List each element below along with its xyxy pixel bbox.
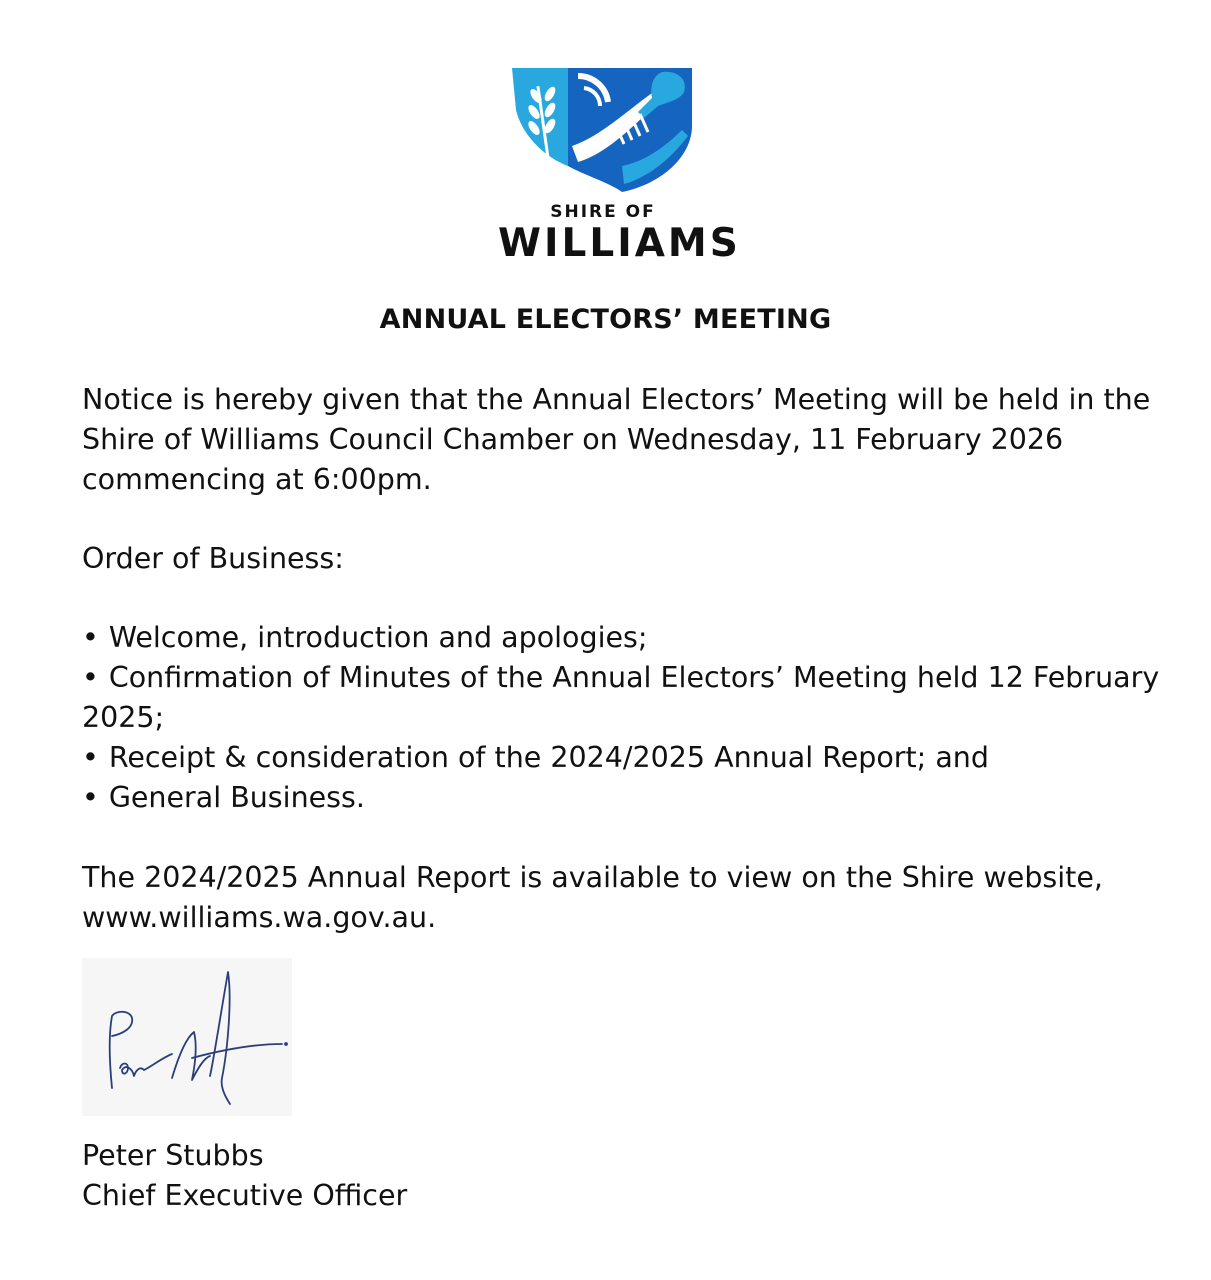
page-title: ANNUAL ELECTORS’ MEETING	[379, 304, 832, 335]
list-item-text: General Business.	[108, 781, 365, 814]
list-item	[82, 738, 1162, 778]
shire-logo	[498, 64, 741, 266]
signatory-title: Chief Executive Officer	[82, 1179, 408, 1212]
order-of-business-title: Order of Business:	[82, 542, 344, 575]
shire-emblem-icon	[512, 66, 694, 194]
annual-report-note: The 2024/2025 Annual Report is available to view on the Shire website, www.williams.wa.gov.au.	[82, 861, 1103, 934]
logo-shire-of-text: SHIRE OF	[550, 202, 656, 222]
bullet-icon: •	[82, 621, 99, 654]
bullet-icon: •	[82, 741, 99, 774]
logo-williams-text: WILLIAMS	[498, 221, 741, 266]
bullet-icon: •	[82, 781, 99, 814]
list-item	[82, 618, 1162, 658]
order-of-business-list	[82, 618, 1162, 818]
list-item-text: Receipt & consideration of the 2024/2025 Annual Report; and	[108, 741, 989, 774]
list-item	[82, 658, 1162, 738]
signatory-name: Peter Stubbs	[82, 1139, 264, 1172]
list-item-text: Confirmation of Minutes of the Annual Electors’ Meeting held 12 February 2025;	[82, 661, 1160, 734]
bullet-icon: •	[82, 661, 99, 694]
signature-image	[82, 958, 292, 1116]
meeting-notice: Notice is hereby given that the Annual Electors’ Meeting will be held in the Shire of Williams Council Chamber on Wednesday, 11 February 2026 commencing at 6:00pm.	[82, 383, 1151, 496]
list-item	[82, 778, 1162, 818]
signature-icon	[82, 958, 292, 1116]
list-item-text: Welcome, introduction and apologies;	[108, 621, 648, 654]
